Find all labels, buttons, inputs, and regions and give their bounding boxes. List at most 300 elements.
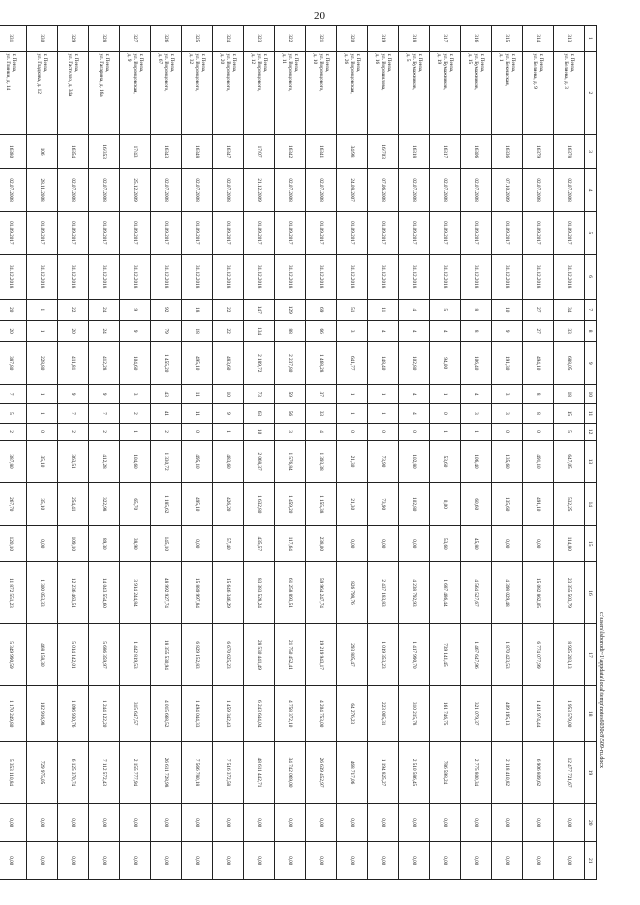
table-cell: 73,90 [368, 440, 399, 483]
table-cell: 5 [430, 299, 461, 320]
table-cell: 6 906 809,62 [523, 742, 554, 804]
table-cell: 02.07.2008 [399, 169, 430, 212]
table-cell: 2 068,37 [244, 440, 275, 483]
table-cell: 43 [151, 385, 182, 404]
table-cell: 73,90 [368, 483, 399, 526]
table-cell: 9 [492, 320, 523, 341]
table-row [0, 26, 27, 880]
table-cell: 24.08.2007 [337, 169, 368, 212]
table-cell: 0,00 [368, 526, 399, 562]
table-cell: 411,81 [58, 342, 89, 385]
table-cell: 16380 [0, 135, 27, 169]
table-cell: 483,60 [213, 342, 244, 385]
table-cell: 27 [523, 299, 554, 320]
table-cell: 16341 [306, 135, 337, 169]
table-cell: 0,00 [492, 526, 523, 562]
table-cell: 02.07.2008 [461, 169, 492, 212]
table-cell: 22 [213, 320, 244, 341]
table-cell: 491,10 [523, 483, 554, 526]
column-number: 10 [585, 385, 597, 404]
table-cell: 02.07.2008 [275, 169, 306, 212]
table-cell: 0,00 [0, 804, 27, 842]
table-cell: 20 [58, 320, 89, 341]
table-cell: 0,00 [275, 804, 306, 842]
column-number: 7 [585, 299, 597, 320]
table-cell: 31.12.2018 [523, 254, 554, 299]
table-cell: 1 417 990,70 [399, 624, 430, 686]
table-cell: 412,28 [89, 342, 120, 385]
table-cell: 21,30 [337, 483, 368, 526]
table-cell: 1 [430, 423, 461, 440]
table-cell: 1 459,20 [275, 483, 306, 526]
table-cell: 106,40 [461, 342, 492, 385]
table-cell: 7 112 572,43 [89, 742, 120, 804]
table-cell: 9 [120, 299, 151, 320]
table-cell: 0,00 [523, 526, 554, 562]
table-cell: 16306 [461, 135, 492, 169]
table-cell: 0,00 [182, 804, 213, 842]
column-number: 2 [585, 51, 597, 134]
table-cell: 2 [120, 404, 151, 423]
table-cell: 729 975,05 [27, 742, 58, 804]
table-cell: 1 455,20 [151, 342, 182, 385]
table-cell: 31.12.2018 [0, 254, 27, 299]
table-cell: 0,00 [430, 483, 461, 526]
table-row [368, 26, 399, 880]
table-cell: 01.09.2017 [89, 211, 120, 254]
table-cell: 3 [492, 385, 523, 404]
table-cell: 31.12.2018 [399, 254, 430, 299]
table-cell: 59 964 247,74 [306, 562, 337, 624]
table-cell: 16354 [58, 135, 89, 169]
table-cell: 21 750 452,41 [275, 624, 306, 686]
table-cell: 16/353 [89, 135, 120, 169]
table-cell: 495,10 [182, 440, 213, 483]
table-cell: 31.12.2018 [151, 254, 182, 299]
table-cell: 28.11.2008 [27, 169, 58, 212]
table-cell: 145,10 [151, 526, 182, 562]
table-cell: 31.12.2018 [213, 254, 244, 299]
table-cell: 0,00 [151, 804, 182, 842]
table-cell: 4 [461, 385, 492, 404]
table-cell: 826 798,76 [337, 562, 368, 624]
table-row [182, 26, 213, 880]
table-cell: 330 [27, 26, 58, 52]
table-cell: 11 [182, 385, 213, 404]
table-cell: 134 [244, 320, 275, 341]
table-cell: 16317 [430, 135, 461, 169]
table-cell: 64 276,23 [337, 686, 368, 742]
table-cell: 0,00 [492, 842, 523, 880]
table-cell: 1 [27, 320, 58, 341]
table-cell: 532,25 [554, 483, 585, 526]
address-cell: г. Пенза, ул. Воронцовская, д. 9 [120, 51, 151, 134]
table-cell: 01.09.2017 [151, 211, 182, 254]
table-cell: 5 [554, 423, 585, 440]
table-cell: 01.09.2017 [244, 211, 275, 254]
table-cell: 106,40 [461, 440, 492, 483]
table-cell: 5 349 990,59 [0, 624, 27, 686]
table-cell: 238,00 [306, 526, 337, 562]
table-cell: 0,00 [430, 842, 461, 880]
table-cell: 1 576,84 [275, 440, 306, 483]
table-cell: 10 [244, 423, 275, 440]
column-number: 4 [585, 169, 597, 212]
table-cell: 317 [430, 26, 461, 52]
table-cell: 27 [523, 320, 554, 341]
table-cell: 0,00 [27, 526, 58, 562]
table-cell: 102,80 [399, 440, 430, 483]
table-cell: 324 [213, 26, 244, 52]
table-cell: 01.09.2017 [368, 211, 399, 254]
table-cell: 0,00 [399, 526, 430, 562]
table-cell: 109,10 [58, 526, 89, 562]
table-cell: 4 015 668,52 [151, 686, 182, 742]
table-cell: 9 [120, 320, 151, 341]
table-cell: 0,00 [399, 804, 430, 842]
table-cell: 4 758 372,10 [275, 686, 306, 742]
table-cell: 60,60 [461, 483, 492, 526]
table-cell: 8 [523, 404, 554, 423]
table-cell: 3 [461, 404, 492, 423]
table-cell: 45,80 [461, 526, 492, 562]
table-cell: 318 [399, 26, 430, 52]
table-cell: 59 [275, 385, 306, 404]
table-cell: 02.07.2008 [213, 169, 244, 212]
table-cell: 0,00 [244, 804, 275, 842]
table-cell: 7 566 780,18 [182, 742, 213, 804]
table-cell: 323 [244, 26, 275, 52]
table-cell: 6 829 152,83 [182, 624, 213, 686]
table-cell: 327 [120, 26, 151, 52]
table-cell: 0,00 [151, 842, 182, 880]
table-cell: 468 717,06 [337, 742, 368, 804]
table-cell: 48 611 442,71 [244, 742, 275, 804]
table-cell: 07.06.2008 [368, 169, 399, 212]
table-cell: 0,00 [523, 804, 554, 842]
table-cell: 331 [0, 26, 27, 52]
table-cell: 88 [275, 320, 306, 341]
table-cell: 1 330,72 [151, 440, 182, 483]
table-cell: 0,00 [368, 842, 399, 880]
table-cell: 21.12.2009 [244, 169, 275, 212]
address-cell: г. Пенза, ул. Гладкова, д. 12 [27, 51, 58, 134]
table-cell: 31.12.2018 [182, 254, 213, 299]
table-cell: 01.09.2017 [0, 211, 27, 254]
table-cell: 191,30 [492, 342, 523, 385]
table-cell: 0,00 [275, 842, 306, 880]
table-cell: 0 [368, 423, 399, 440]
table-cell: 322,98 [89, 483, 120, 526]
address-cell: г. Пенза, ул. Беляева, д. 3 [554, 51, 585, 134]
table-cell: 0 [27, 423, 58, 440]
column-number: 9 [585, 342, 597, 385]
table-cell: 409 195,13 [492, 686, 523, 742]
table-cell: 293 805,47 [337, 624, 368, 686]
table-cell: 320 [337, 26, 368, 52]
table-cell: 01.09.2017 [120, 211, 151, 254]
table-cell: 10 [492, 299, 523, 320]
table-cell: 1 953 579,00 [554, 686, 585, 742]
table-cell: 129 [275, 299, 306, 320]
table-cell: 38,90 [120, 526, 151, 562]
table-cell: 4 238 792,93 [399, 562, 430, 624]
table-cell: 7 [58, 404, 89, 423]
table-cell: 0,00 [58, 842, 89, 880]
table-cell: 387,80 [0, 440, 27, 483]
table-cell: 102,80 [399, 483, 430, 526]
column-number: 15 [585, 526, 597, 562]
table-cell: 0,00 [430, 804, 461, 842]
rotated-table-wrapper [5, 25, 597, 880]
table-row [523, 26, 554, 880]
table-cell: 51 [337, 299, 368, 320]
table-cell: 3 [492, 404, 523, 423]
table-cell: 16342 [275, 135, 306, 169]
table-cell: 363,51 [58, 440, 89, 483]
table-cell: 387,80 [0, 342, 27, 385]
table-cell: 6 125 370,74 [58, 742, 89, 804]
column-number: 17 [585, 624, 597, 686]
table-row [399, 26, 430, 880]
table-cell: 31.12.2018 [554, 254, 585, 299]
table-cell: 31.12.2018 [275, 254, 306, 299]
table-cell: 2 [0, 423, 27, 440]
table-cell: 688,05 [554, 342, 585, 385]
table-cell: 9 [89, 385, 120, 404]
table-cell: 4 [368, 320, 399, 341]
table-cell: 16/703 [368, 135, 399, 169]
address-cell: г. Пенза, ул. Бумажников, д. 5 [399, 51, 430, 134]
table-cell: 01.09.2017 [275, 211, 306, 254]
table-cell: 0 [182, 423, 213, 440]
table-cell: 31.12.2018 [244, 254, 275, 299]
table-row [492, 26, 523, 880]
table-row [89, 26, 120, 880]
table-cell: 16336 [492, 135, 523, 169]
table-row [275, 26, 306, 880]
column-number: 20 [585, 804, 597, 842]
table-cell: 16379 [523, 135, 554, 169]
table-cell: 1 [368, 385, 399, 404]
table-cell: 316 [461, 26, 492, 52]
table-cell: 1 [27, 404, 58, 423]
table-cell: 31.12.2018 [120, 254, 151, 299]
table-cell: 4 [306, 423, 337, 440]
table-cell: 02.07.2008 [182, 169, 213, 212]
table-row [306, 26, 337, 880]
table-cell: 0 [492, 423, 523, 440]
table-cell: 1 [368, 404, 399, 423]
table-cell: 34/98 [337, 135, 368, 169]
table-cell: 1 467 647,96 [461, 624, 492, 686]
table-cell: 1 [213, 423, 244, 440]
table-cell: 1 [27, 299, 58, 320]
table-cell: 313 [554, 26, 585, 52]
table-cell: 5 353 110,84 [0, 742, 27, 804]
table-cell: 1 442 819,53 [120, 624, 151, 686]
table-cell: 322 [275, 26, 306, 52]
table-cell: 1 155,38 [306, 483, 337, 526]
column-number: 18 [585, 686, 597, 742]
table-cell: 148,40 [368, 342, 399, 385]
table-cell: 02.07.2008 [89, 169, 120, 212]
table-cell: 6 670 625,23 [213, 624, 244, 686]
table-cell: 33 [554, 320, 585, 341]
column-number: 14 [585, 483, 597, 526]
table-cell: 321 079,37 [461, 686, 492, 742]
table-cell: 2 237,80 [275, 342, 306, 385]
table-cell: 57,40 [213, 526, 244, 562]
table-row [337, 26, 368, 880]
table-cell: 18 [554, 385, 585, 404]
table-cell: 3 [120, 385, 151, 404]
table-cell: 491,10 [523, 440, 554, 483]
table-cell: 31.12.2018 [337, 254, 368, 299]
table-cell: 1 [120, 423, 151, 440]
table-cell: 0,00 [337, 842, 368, 880]
table-cell: 01.09.2017 [523, 211, 554, 254]
table-cell: 1 401 974,44 [523, 686, 554, 742]
address-cell: г. Пенза, ул. Гагарина, д. 16а [89, 51, 120, 134]
table-cell: 314 [523, 26, 554, 52]
table-cell: 326 [151, 26, 182, 52]
table-cell: 63 [244, 404, 275, 423]
table-cell: 4 204 753,00 [306, 686, 337, 742]
table-cell: 1 [337, 385, 368, 404]
table-cell: 0,00 [461, 842, 492, 880]
table-cell: 1 170 249,80 [0, 686, 27, 742]
table-cell: 18 355 530,94 [151, 624, 182, 686]
table-cell: 0 [430, 404, 461, 423]
table-cell: 0,00 [120, 842, 151, 880]
table-cell: 315 [492, 26, 523, 52]
column-number: 6 [585, 254, 597, 299]
table-cell: 2 510 586,45 [399, 742, 430, 804]
column-number: 13 [585, 440, 597, 483]
table-cell: 69 [306, 299, 337, 320]
table-cell: 1 [461, 423, 492, 440]
column-number: 12 [585, 423, 597, 440]
table-cell: 02.07.2008 [430, 169, 461, 212]
table-cell: 20 [0, 299, 27, 320]
table-cell: 01.09.2017 [492, 211, 523, 254]
table-cell: 11 [368, 299, 399, 320]
table-cell: 61 258 893,51 [275, 562, 306, 624]
address-cell: г. Пенза, ул. Бекешская, д. 1 [492, 51, 523, 134]
table-cell: 35,10 [27, 440, 58, 483]
table-cell: 0,00 [399, 842, 430, 880]
table-cell: 16347 [213, 135, 244, 169]
table-cell: 739 141,45 [430, 624, 461, 686]
table-cell: 0,00 [523, 842, 554, 880]
column-number: 16 [585, 562, 597, 624]
table-cell: 1 300 053,33 [27, 562, 58, 624]
table-cell: 1 [27, 385, 58, 404]
table-cell: 5 [0, 404, 27, 423]
table-cell: 66 [306, 320, 337, 341]
table-cell: 12 236 463,51 [58, 562, 89, 624]
table-cell: 1 632,80 [244, 483, 275, 526]
table-cell: 0,00 [337, 804, 368, 842]
table-cell: 2 [58, 423, 89, 440]
table-cell: 02.07.2008 [523, 169, 554, 212]
table-cell: 33 [306, 404, 337, 423]
table-cell: 328 [89, 26, 120, 52]
table-cell: 1 019 353,23 [368, 624, 399, 686]
column-number: 19 [585, 742, 597, 804]
table-cell: 83 383 528,24 [244, 562, 275, 624]
table-cell: 18 [182, 299, 213, 320]
table-cell: 0,00 [306, 804, 337, 842]
table-cell: 0,00 [461, 804, 492, 842]
table-cell: 1 [430, 385, 461, 404]
table-cell: 0,00 [0, 842, 27, 880]
table-cell: 01.09.2017 [554, 211, 585, 254]
column-number: 8 [585, 320, 597, 341]
table-cell: 4 [399, 320, 430, 341]
table-cell: 329 [58, 26, 89, 52]
table-cell: 102,80 [399, 342, 430, 385]
table-cell: 5 014 142,01 [58, 624, 89, 686]
table-cell: 4 398 029,48 [492, 562, 523, 624]
table-cell: 01.09.2017 [27, 211, 58, 254]
table-cell: 01.09.2017 [213, 211, 244, 254]
table-cell: 321 [306, 26, 337, 52]
page-number: 20 [314, 10, 325, 22]
table-cell: 0,00 [120, 804, 151, 842]
table-cell: 15 082 862,05 [523, 562, 554, 624]
table-cell: 92 [151, 299, 182, 320]
table-cell: 8 [461, 320, 492, 341]
table-cell: 0,00 [27, 804, 58, 842]
table-cell: 0,00 [554, 842, 585, 880]
table-cell: 11 [182, 404, 213, 423]
table-row [58, 26, 89, 880]
table-cell: 254,41 [58, 483, 89, 526]
table-cell: 786 598,24 [430, 742, 461, 804]
table-cell: 02.07.2008 [58, 169, 89, 212]
table-cell: 56 [275, 404, 306, 423]
table-cell: 02.07.2008 [306, 169, 337, 212]
table-cell: 01.09.2017 [58, 211, 89, 254]
table-cell: 0 [337, 423, 368, 440]
table-cell: 3 914 244,84 [120, 562, 151, 624]
table-cell: 79 [151, 320, 182, 341]
table-cell: 0 [399, 423, 430, 440]
address-cell: г. Пенза, ул. Бумажников, д. 19 [430, 51, 461, 134]
address-cell: г. Пенза, ул. Глинки, д. 14 [0, 51, 27, 134]
table-cell: 0,00 [58, 804, 89, 842]
table-cell: 9 [58, 385, 89, 404]
table-cell: 28 530 441,49 [244, 624, 275, 686]
address-cell: г. Пенза, ул. Воронцового, д. 10 [306, 51, 337, 134]
table-cell: 319 [368, 26, 399, 52]
table-cell: 16348 [182, 135, 213, 169]
table-cell: 65,70 [120, 483, 151, 526]
table-cell: 23 355 503,79 [554, 562, 585, 624]
table-cell: 4 [399, 299, 430, 320]
address-cell: г. Пенза, ул. Беляева, д. 9 [523, 51, 554, 134]
table-cell: 73 [244, 385, 275, 404]
table-cell: 31.12.2018 [306, 254, 337, 299]
table-cell: 15 889 997,84 [182, 562, 213, 624]
table-cell: 483,60 [213, 440, 244, 483]
table-cell: 24 [89, 299, 120, 320]
table-cell: 412,28 [89, 440, 120, 483]
table-cell: 22 [213, 299, 244, 320]
table-cell: 1 244 122,20 [89, 686, 120, 742]
